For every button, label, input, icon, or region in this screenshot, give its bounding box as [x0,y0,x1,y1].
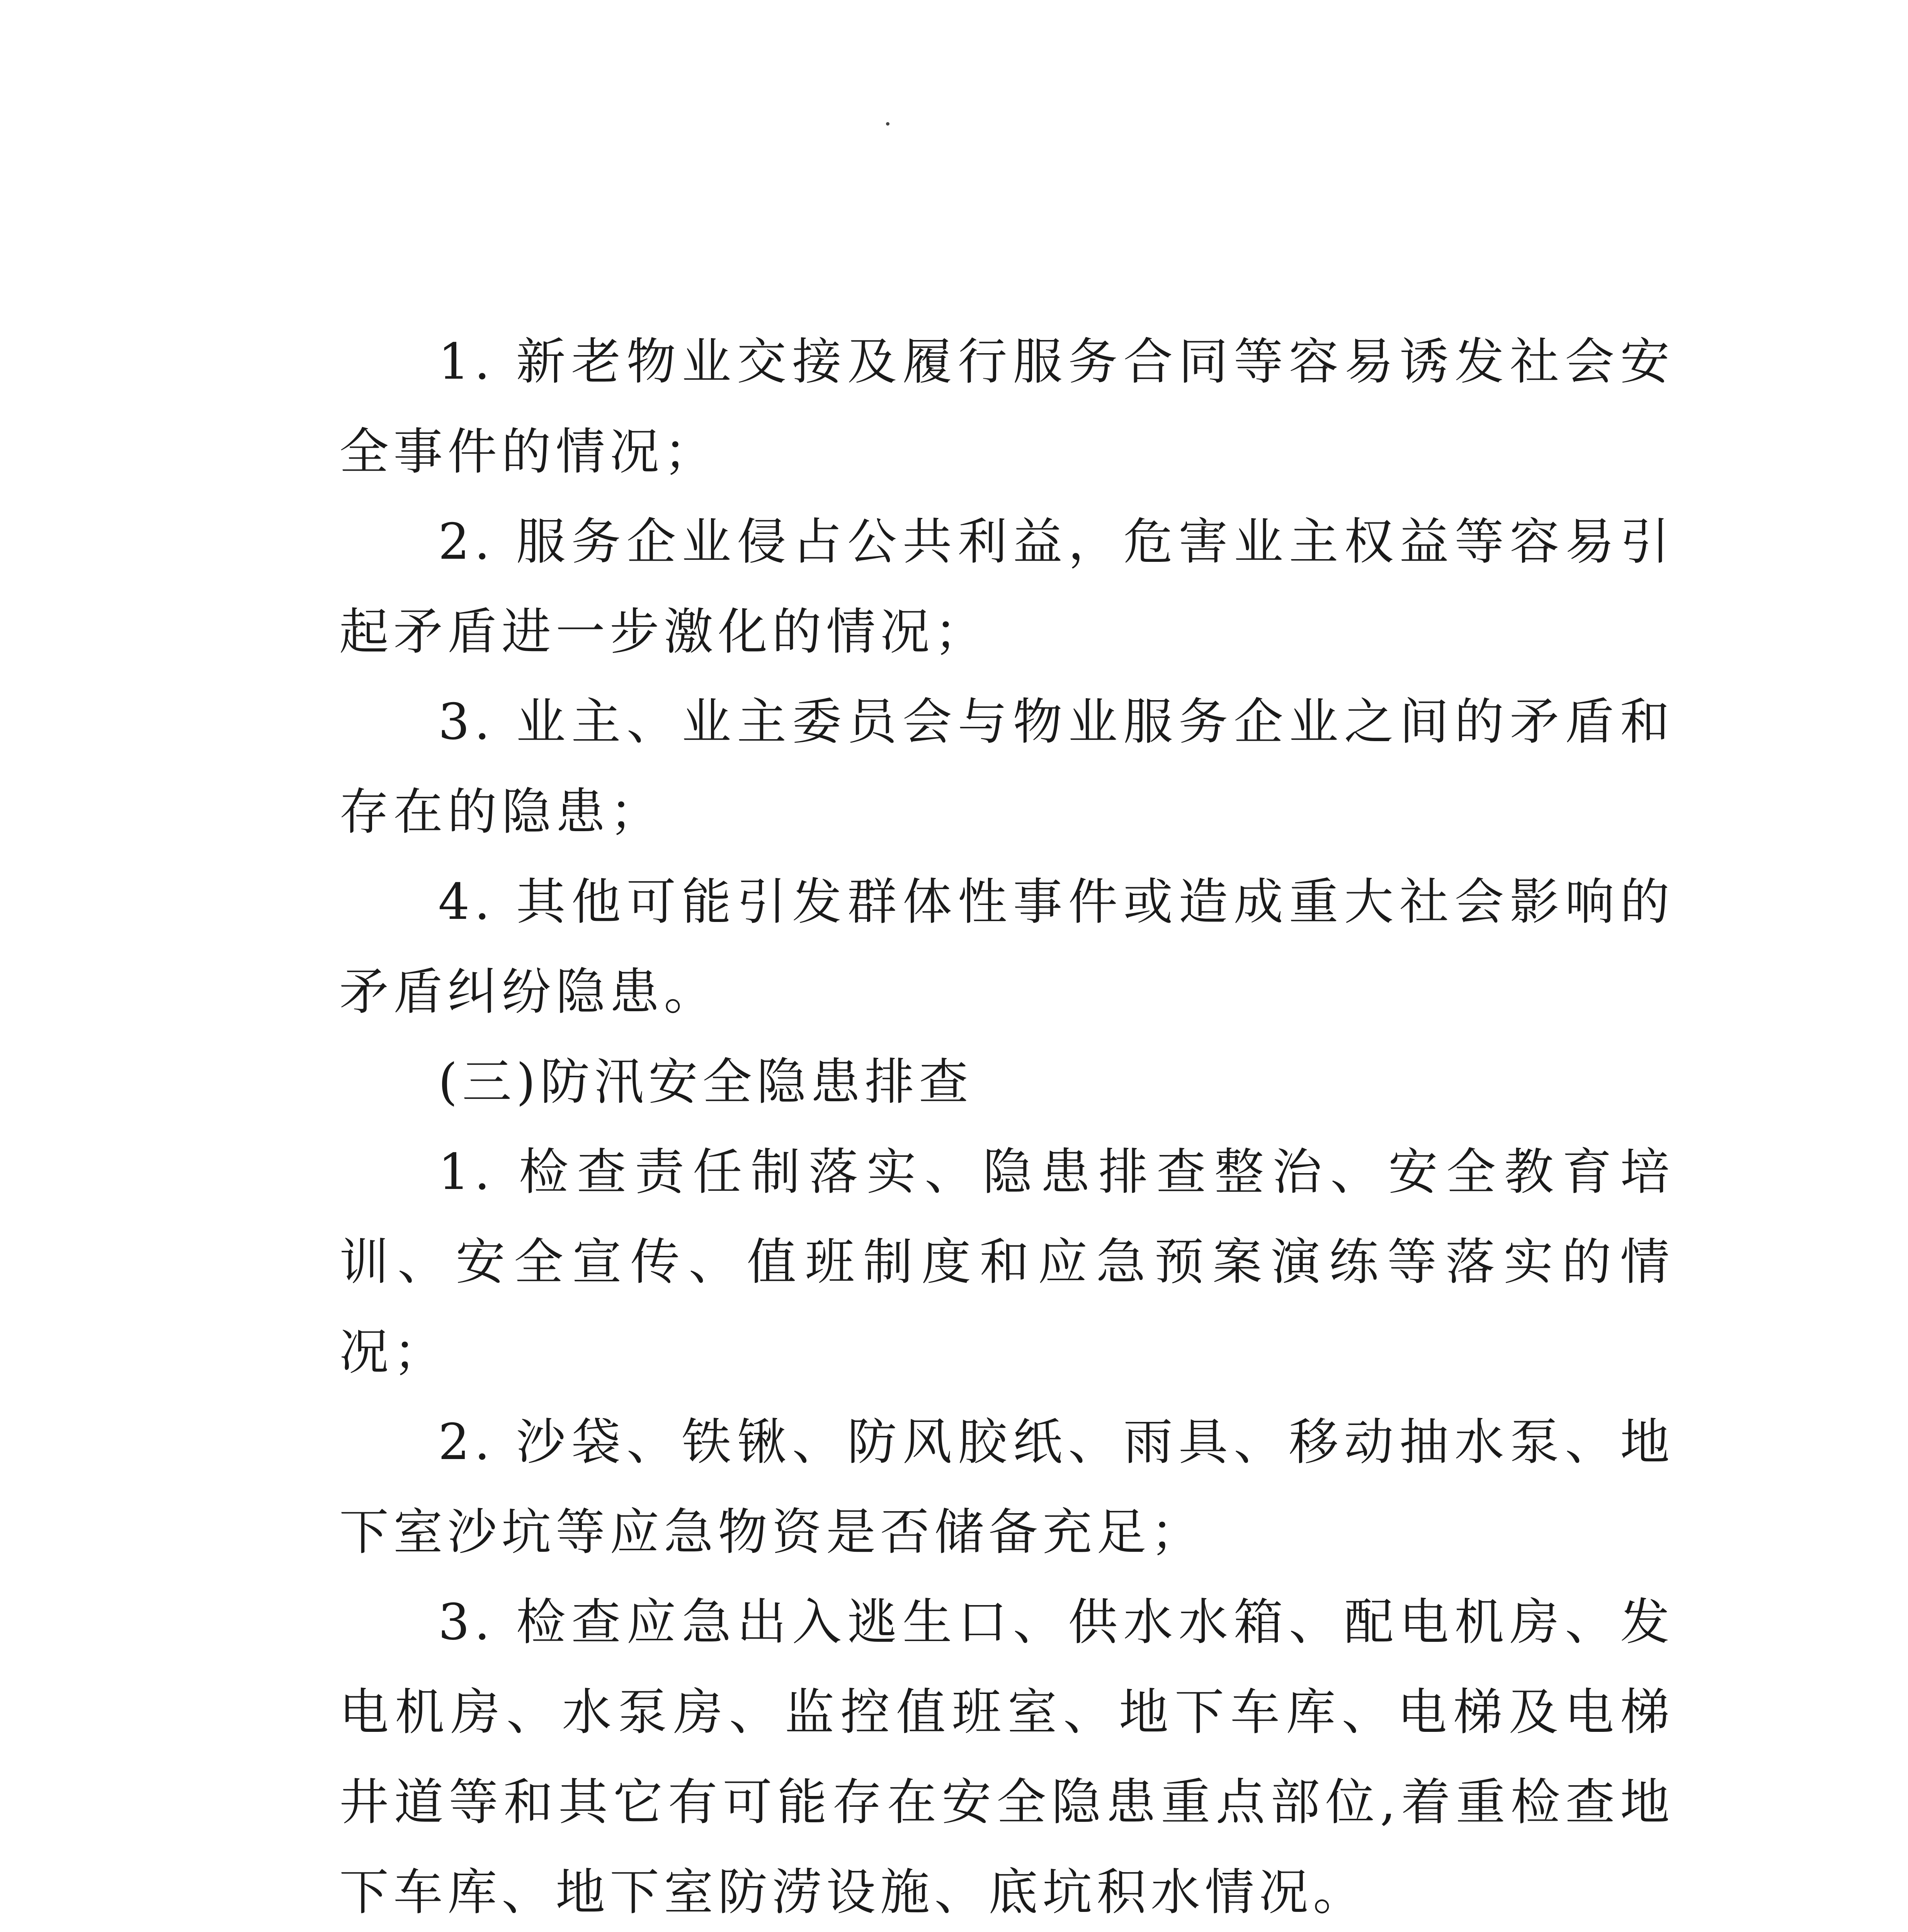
flood-item-3-paragraph: 3. 检查应急出入逃生口、供水水箱、配电机房、发电机房、水泵房、监控值班室、地下车库、电梯及电梯井道等和其它有可能存在安全隐患重点部位,着重检查地下车库、地下室防涝设施、底坑积水情况。 [339,1594,1674,1921]
item-4-paragraph: 4. 其他可能引发群体性事件或造成重大社会影响的矛盾纠纷隐患。 [339,873,1674,1021]
subsection-heading: (三)防汛安全隐患排查 [438,1053,973,1111]
item-1-paragraph: 1. 新老物业交接及履行服务合同等容易诱发社会安全事件的情况； [339,333,1674,481]
item-3-paragraph: 3. 业主、业主委员会与物业服务企业之间的矛盾和存在的隐患； [339,693,1674,841]
scan-speck [886,122,889,126]
flood-item-2-paragraph: 2. 沙袋、铁锹、防风胶纸、雨具、移动抽水泵、地下室沙坑等应急物资是否储备充足； [339,1413,1674,1561]
flood-item-1-paragraph: 1. 检查责任制落实、隐患排查整治、安全教育培训、安全宣传、值班制度和应急预案演练等落实的情况； [339,1143,1674,1381]
document-body [339,317,1674,1932]
item-2-paragraph: 2. 服务企业侵占公共利益，危害业主权益等容易引起矛盾进一步激化的情况； [339,513,1674,661]
